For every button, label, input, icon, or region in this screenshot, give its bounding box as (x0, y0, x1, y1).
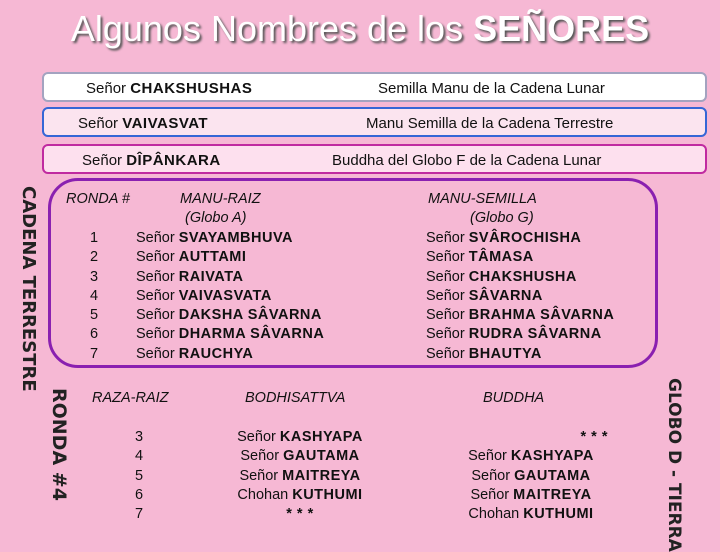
root-subheader: (Globo A) (185, 210, 247, 226)
race-header: RAZA-RAIZ (92, 390, 169, 406)
buddha-list: * * * Señor KASHYAPA Señor GAUTAMA Señor MAITREYA Chohan KUTHUMI (468, 429, 608, 523)
round-numbers: 1 2 3 4 5 6 7 (90, 230, 99, 362)
bar-dipankara: Señor DÎPÂNKARA Buddha del Globo F de la Cadena Lunar (42, 144, 707, 174)
buddha-header: BUDDHA (483, 390, 545, 406)
side-label-globo: GLOBO D - TIERRA (664, 378, 684, 552)
seed-manu-list: Señor SVÂROCHISHA Señor TÂMASA Señor CHAKSHUSHA Señor SÂVARNA Señor BRAHMA SÂVARNA Señor RUDRA SÂVARNA Señor BHAUTYA (426, 230, 615, 362)
side-label-cadena: CADENA TERRESTRE (18, 186, 39, 392)
bodhisattva-header: BODHISATTVA (245, 390, 346, 406)
race-numbers: 3 4 5 6 7 (134, 429, 144, 523)
bar-chakshushas: Señor CHAKSHUSHAS Semilla Manu de la Cadena Lunar (42, 72, 707, 102)
side-label-ronda: RONDA #4 (48, 388, 70, 501)
seed-subheader: (Globo G) (470, 210, 534, 226)
ronda-header: RONDA # (66, 191, 130, 207)
page-title: Algunos Nombres de los SEÑORES (70, 8, 650, 49)
bar-vaivasvat: Señor VAIVASVAT Manu Semilla de la Cadena Terrestre (42, 107, 707, 137)
bodhisattva-list: Señor KASHYAPA Señor GAUTAMA Señor MAITREYA Chohan KUTHUMI * * * (237, 429, 363, 523)
root-header: MANU-RAIZ (180, 191, 261, 207)
seed-header: MANU-SEMILLA (428, 191, 537, 207)
root-manu-list: Señor SVAYAMBHUVA Señor AUTTAMI Señor RAIVATA Señor VAIVASVATA Señor DAKSHA SÂVARNA Señor DHARMA SÂVARNA Señor RAUCHYA (136, 230, 325, 362)
